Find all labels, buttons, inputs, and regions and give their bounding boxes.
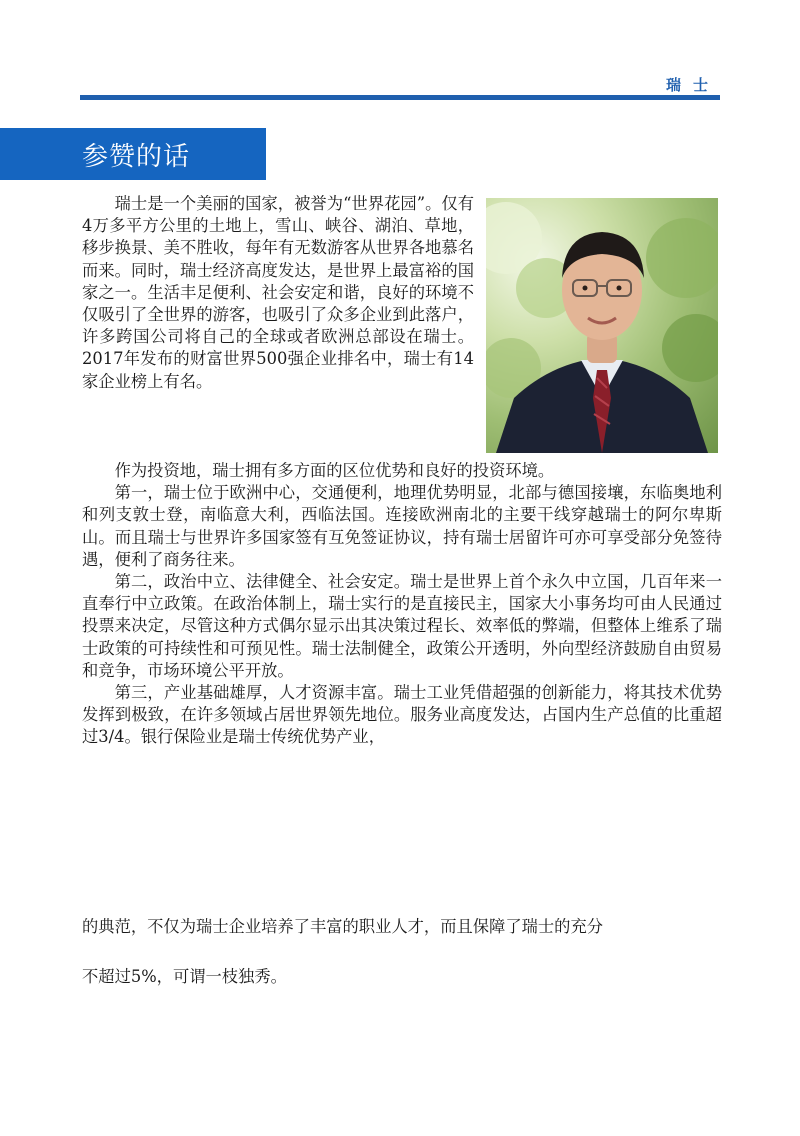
body-text-block xyxy=(82,460,722,749)
paragraph-1: 作为投资地，瑞士拥有多方面的区位优势和良好的投资环境。 xyxy=(114,461,555,480)
portrait-icon xyxy=(486,198,718,453)
paragraph-2: 第一，瑞士位于欧洲中心，交通便利，地理优势明显，北部与德国接壤，东临奥地利和列支敦士登，南临意大利，西临法国。连接欧洲南北的主要干线穿越瑞士的阿尔卑斯山。而且瑞士与世界许多国家签有互免签证协议，持有瑞士居留许可亦可享受部分免签待遇，便利了商务往来。 xyxy=(82,483,722,569)
intro-text-block xyxy=(82,193,474,393)
paragraph-4: 第三，产业基础雄厚，人才资源丰富。瑞士工业凭借超强的创新能力，将其技术优势发挥到极致，在许多领域占居世界领先地位。服务业高度发达，占国内生产总值的比重超过3/4。银行保险业是瑞士传统优势产业， xyxy=(82,683,722,747)
section-title: 参赞的话 xyxy=(82,142,191,172)
header-label: 瑞士 xyxy=(665,76,720,94)
intro-paragraph: 瑞士是一个美丽的国家，被誉为“世界花园”。仅有4万多平方公里的土地上，雪山、峡谷、湖泊、草地，移步换景、美不胜收，每年有无数游客从世界各地慕名而来。同时，瑞士经济高度发达，是世界上最富裕的国家之一。生活丰足便利、社会安定和谐，良好的环境不仅吸引了全世界的游客，也吸引了众多企业到此落户，许多跨国公司将自己的全球或者欧洲总部设在瑞士。2017年发布的财富世界500强企业排名中，瑞士有14家企业榜上有名。 xyxy=(82,194,474,391)
header-rule xyxy=(80,95,720,100)
footer-line-1: 的典范，不仅为瑞士企业培养了丰富的职业人才，而且保障了瑞士的充分 xyxy=(82,917,604,936)
footer-line-2: 不超过5%，可谓一枝独秀。 xyxy=(82,967,287,986)
paragraph-3: 第二，政治中立、法律健全、社会安定。瑞士是世界上首个永久中立国，几百年来一直奉行中立政策。在政治体制上，瑞士实行的是直接民主，国家大小事务均可由人民通过投票来决定，尽管这种方式偶尔显示出其决策过程长、效率低的弊端，但整体上维系了瑞士政策的可持续性和可预见性。瑞士法制健全，政策公开透明，外向型经济鼓励自由贸易和竞争，市场环境公平开放。 xyxy=(82,572,722,680)
portrait-photo xyxy=(486,198,718,453)
